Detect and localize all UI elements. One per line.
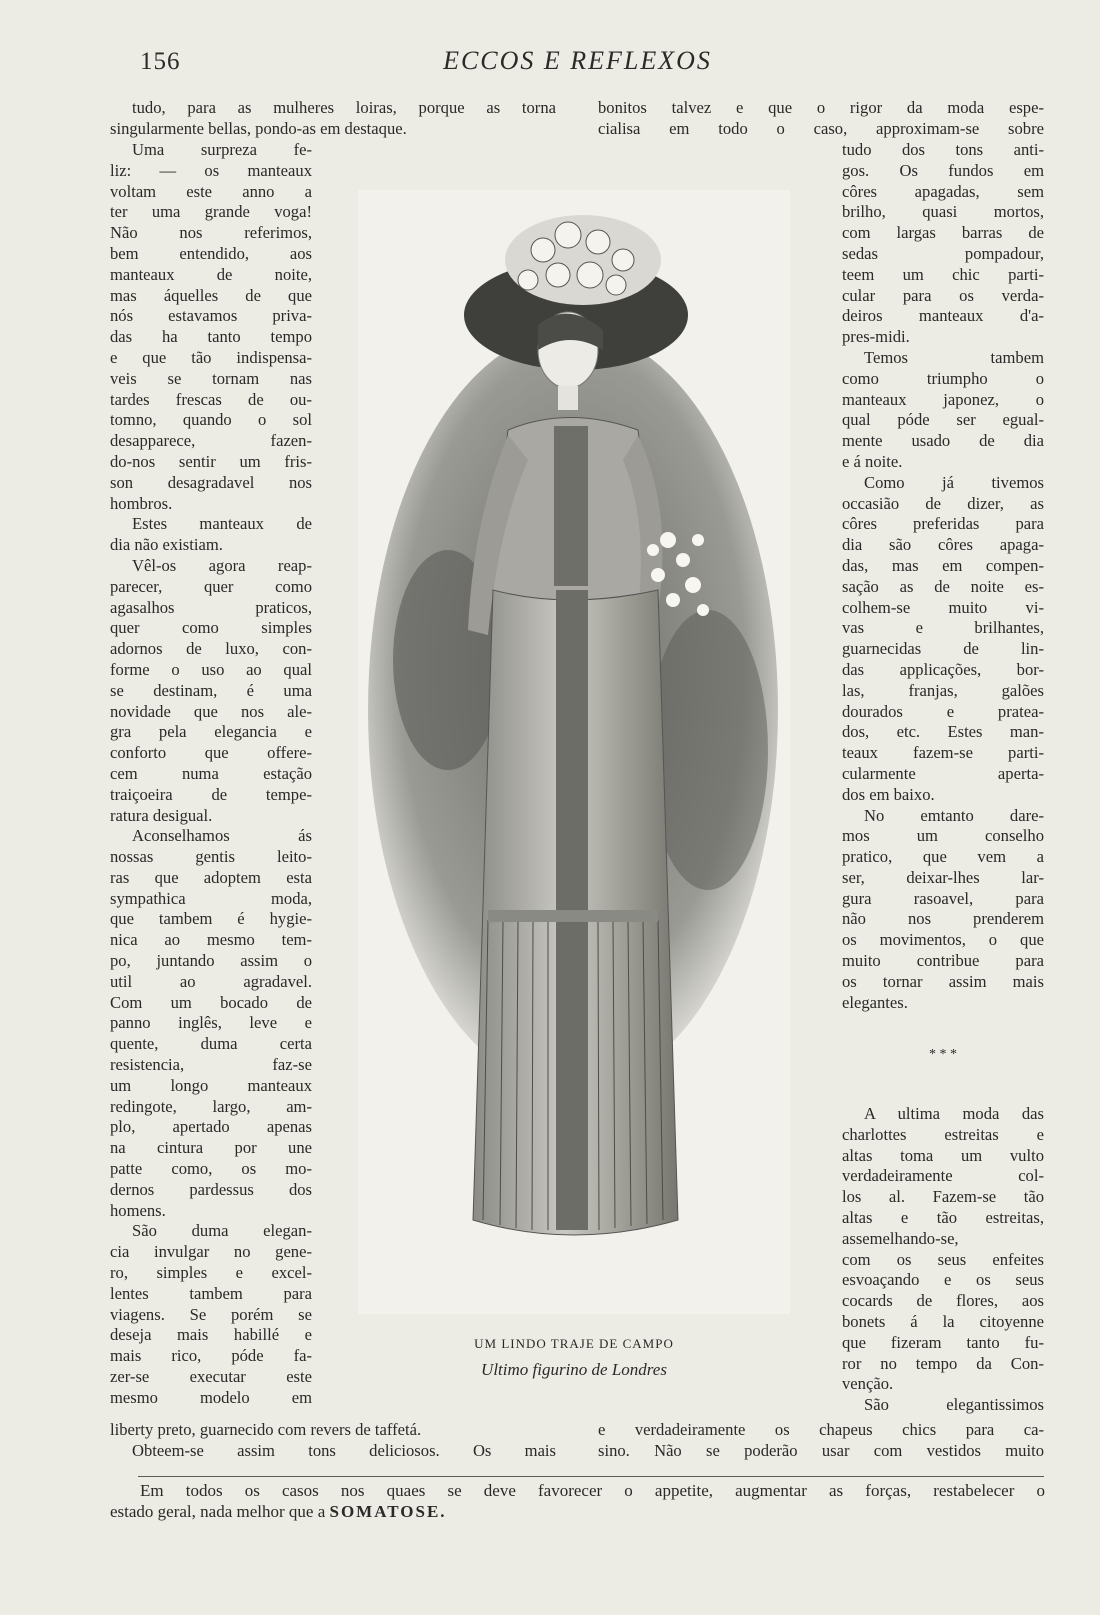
text-line: pres-midi. [842, 327, 910, 347]
text-line: Obteem-se assim tons deliciosos. Os mais [132, 1440, 556, 1460]
text-line: e á noite. [842, 451, 903, 471]
footer-line-1: Em todos os casos nos quaes se deve favorecer o appetite, augmentar as forças, restabelecer o [140, 1481, 1045, 1500]
text-line: manteaux japonez, o [842, 389, 1044, 409]
text-line: liz: — os manteaux [110, 160, 312, 180]
text-line: resistencia, faz-se [110, 1055, 312, 1075]
text-line: nossas gentis leito- [110, 847, 312, 867]
text-line: liberty preto, guarnecido com revers de taffetá. [110, 1420, 422, 1439]
text-line: dos em baixo. [842, 784, 935, 804]
text-line: Estes manteaux de [132, 514, 312, 534]
text-line: tomno, quando o sol [110, 410, 312, 430]
text-line: conforto que offere- [110, 743, 312, 763]
text-line: quente, duma certa [110, 1034, 312, 1054]
text-line: hombros. [110, 493, 173, 513]
text-line: agasalhos praticos, [110, 597, 312, 617]
text-line: esvoaçando e os seus [842, 1270, 1044, 1290]
text-line: cocards de flores, aos [842, 1291, 1044, 1311]
right-column-narrow [842, 140, 1044, 1013]
running-title: ECCOS E REFLEXOS [443, 46, 712, 75]
text-line: son desagradavel nos [110, 472, 312, 492]
text-line: deseja mais habillé e [110, 1325, 312, 1345]
text-line: que tambem é hygie- [110, 909, 312, 929]
text-line: altas e tão estreitas, [842, 1207, 1044, 1227]
text-line: singularmente bellas, pondo-as em destaque. [110, 118, 407, 138]
text-line: dia são côres apaga- [842, 535, 1044, 555]
text-line: ro, simples e excel- [110, 1263, 312, 1283]
text-line: colhem-se muito vi- [842, 597, 1044, 617]
text-line: como triumpho o [842, 368, 1044, 388]
text-line: Temos tambem [864, 347, 1044, 367]
text-line: pratico, que vem a [842, 847, 1044, 867]
page-header [110, 44, 1045, 80]
text-line: po, juntando assim o [110, 951, 312, 971]
text-line: e verdadeiramente os chapeus chics para ca- [598, 1420, 1044, 1439]
text-line: adornos de luxo, con- [110, 639, 312, 659]
text-line: Não nos referimos, [110, 223, 312, 243]
text-line: zer-se executar este [110, 1367, 312, 1387]
text-line: dos, etc. Estes man- [842, 722, 1044, 742]
text-line: gura rasoavel, para [842, 888, 1044, 908]
text-line: nica ao mesmo tem- [110, 930, 312, 950]
text-line: São elegantissimos [864, 1395, 1044, 1415]
text-line: venção. [842, 1374, 894, 1394]
text-line: traiçoeira de tempe- [110, 784, 312, 804]
text-line: na cintura por une [110, 1138, 312, 1158]
somatose-brand: SOMATOSE. [329, 1502, 447, 1521]
right-column-narrow-lower [842, 1104, 1044, 1416]
text-line: los al. Fazem-se tão [842, 1187, 1044, 1207]
text-line: panno inglês, leve e [110, 1013, 312, 1033]
text-line: com largas barras de [842, 223, 1044, 243]
text-line: côres apagadas, sem [842, 181, 1044, 201]
text-line: e que tão indispensa- [110, 347, 312, 367]
text-line: não nos prenderem [842, 909, 1044, 929]
text-line: dia não existiam. [110, 535, 223, 555]
text-line: com os seus enfeites [842, 1249, 1044, 1269]
text-line: cular para os verda- [842, 285, 1044, 305]
text-line: redingote, largo, am- [110, 1096, 312, 1116]
text-line: ror no tempo da Con- [842, 1353, 1044, 1373]
text-line: cularmente aperta- [842, 763, 1044, 783]
text-line: tardes frescas de ou- [110, 389, 312, 409]
text-line: Como já tivemos [864, 472, 1044, 492]
text-line: Aconselhamos ás [132, 826, 312, 846]
fashion-illustration [358, 190, 790, 1314]
text-line: guarnecidas de lin- [842, 639, 1044, 659]
advertisement-footer [110, 1480, 1045, 1522]
text-line: do-nos sentir um fris- [110, 451, 312, 471]
text-line: mos um conselho [842, 826, 1044, 846]
text-line: manteaux de noite, [110, 264, 312, 284]
text-line: util ao agradavel. [110, 971, 312, 991]
text-line: São duma elegan- [132, 1221, 312, 1241]
text-line: tudo dos tons anti- [842, 140, 1044, 159]
text-line: mente usado de dia [842, 431, 1044, 451]
text-line: Uma surpreza fe- [132, 140, 312, 159]
text-line: No emtanto dare- [864, 805, 1044, 825]
text-line: bonets á la citoyenne [842, 1311, 1044, 1331]
text-line: A ultima moda das [864, 1104, 1044, 1123]
right-column-top [598, 98, 1044, 140]
text-line: cia invulgar no gene- [110, 1242, 312, 1262]
text-line: gos. Os fundos em [842, 160, 1044, 180]
text-line: os tornar assim mais [842, 971, 1044, 991]
woman-in-country-dress-image [358, 190, 790, 1314]
left-column-bottom [110, 1420, 556, 1462]
figure-caption: UM LINDO TRAJE DE CAMPO [474, 1336, 674, 1351]
text-line: ras que adoptem esta [110, 867, 312, 887]
text-line: Vêl-os agora reap- [132, 555, 312, 575]
text-line: ser, deixar-lhes lar- [842, 867, 1044, 887]
text-line: se destinam, é uma [110, 680, 312, 700]
text-line: teem um chic parti- [842, 264, 1044, 284]
text-line: cialisa em todo o caso, approximam-se sobre [598, 118, 1044, 138]
text-line: plo, apertado apenas [110, 1117, 312, 1137]
footer-rule [138, 1476, 1044, 1477]
text-line: voltam este anno a [110, 181, 312, 201]
text-line: mesmo modelo em [110, 1387, 312, 1407]
text-line: nós estavamos priva- [110, 306, 312, 326]
left-column-narrow [110, 140, 312, 1409]
text-line: novidade que nos ale- [110, 701, 312, 721]
figure-subcaption: Ultimo figurino de Londres [481, 1360, 667, 1379]
text-line: cem numa estação [110, 763, 312, 783]
text-line: das ha tanto tempo [110, 327, 312, 347]
text-line: teaux fazem-se parti- [842, 743, 1044, 763]
left-column-top [110, 98, 556, 140]
text-line: ter uma grande voga! [110, 202, 312, 222]
text-line: sino. Não se poderão usar com vestidos muito [598, 1440, 1044, 1460]
text-line: sedas pompadour, [842, 243, 1044, 263]
text-line: qual póde ser egual- [842, 410, 1044, 430]
text-line: ratura desigual. [110, 805, 213, 825]
text-line: deiros manteaux d'a- [842, 306, 1044, 326]
text-line: tudo, para as mulheres loiras, porque as torna [132, 98, 556, 117]
text-line: gra pela elegancia e [110, 722, 312, 742]
right-column-bottom [598, 1420, 1044, 1462]
text-line: bonitos talvez e que o rigor da moda espe- [598, 98, 1044, 117]
text-line: muito contribue para [842, 951, 1044, 971]
text-line: Com um bocado de [110, 992, 312, 1012]
text-line: forme o uso ao qual [110, 659, 312, 679]
text-line: sympathica moda, [110, 888, 312, 908]
text-line: vas e brilhantes, [842, 618, 1044, 638]
text-line: charlottes estreitas e [842, 1124, 1044, 1144]
text-line: viagens. Se porém se [110, 1304, 312, 1324]
text-line: um longo manteaux [110, 1075, 312, 1095]
text-line: elegantes. [842, 992, 908, 1012]
text-line: sação as de noite es- [842, 576, 1044, 596]
text-line: mais rico, póde fa- [110, 1346, 312, 1366]
page-number: 156 [140, 48, 181, 75]
text-line: las, franjas, galões [842, 680, 1044, 700]
text-line: homens. [110, 1200, 166, 1220]
text-line: das, mas em compen- [842, 555, 1044, 575]
text-line: dourados e pratea- [842, 701, 1044, 721]
text-line: veis se tornam nas [110, 368, 312, 388]
text-line: parecer, quer como [110, 576, 312, 596]
text-line: que fizeram tanto fu- [842, 1332, 1044, 1352]
text-line: mas áquelles de que [110, 285, 312, 305]
section-break-asterism: * * * [929, 1047, 957, 1062]
text-line: quer como simples [110, 618, 312, 638]
text-line: côres preferidas para [842, 514, 1044, 534]
text-line: verdadeiramente col- [842, 1166, 1044, 1186]
text-line: dernos pardessus dos [110, 1179, 312, 1199]
text-line: desapparece, fazen- [110, 431, 312, 451]
text-line: patte como, os mo- [110, 1159, 312, 1179]
text-line: os movimentos, o que [842, 930, 1044, 950]
footer-line-2: estado geral, nada melhor que a [110, 1502, 326, 1521]
text-line: brilho, quasi mortos, [842, 202, 1044, 222]
text-line: altas toma um vulto [842, 1145, 1044, 1165]
text-line: bem entendido, aos [110, 243, 312, 263]
text-line: das applicações, bor- [842, 659, 1044, 679]
text-line: lentes tambem para [110, 1283, 312, 1303]
text-line: occasião de dizer, as [842, 493, 1044, 513]
text-line: assemelhando-se, [842, 1228, 959, 1248]
